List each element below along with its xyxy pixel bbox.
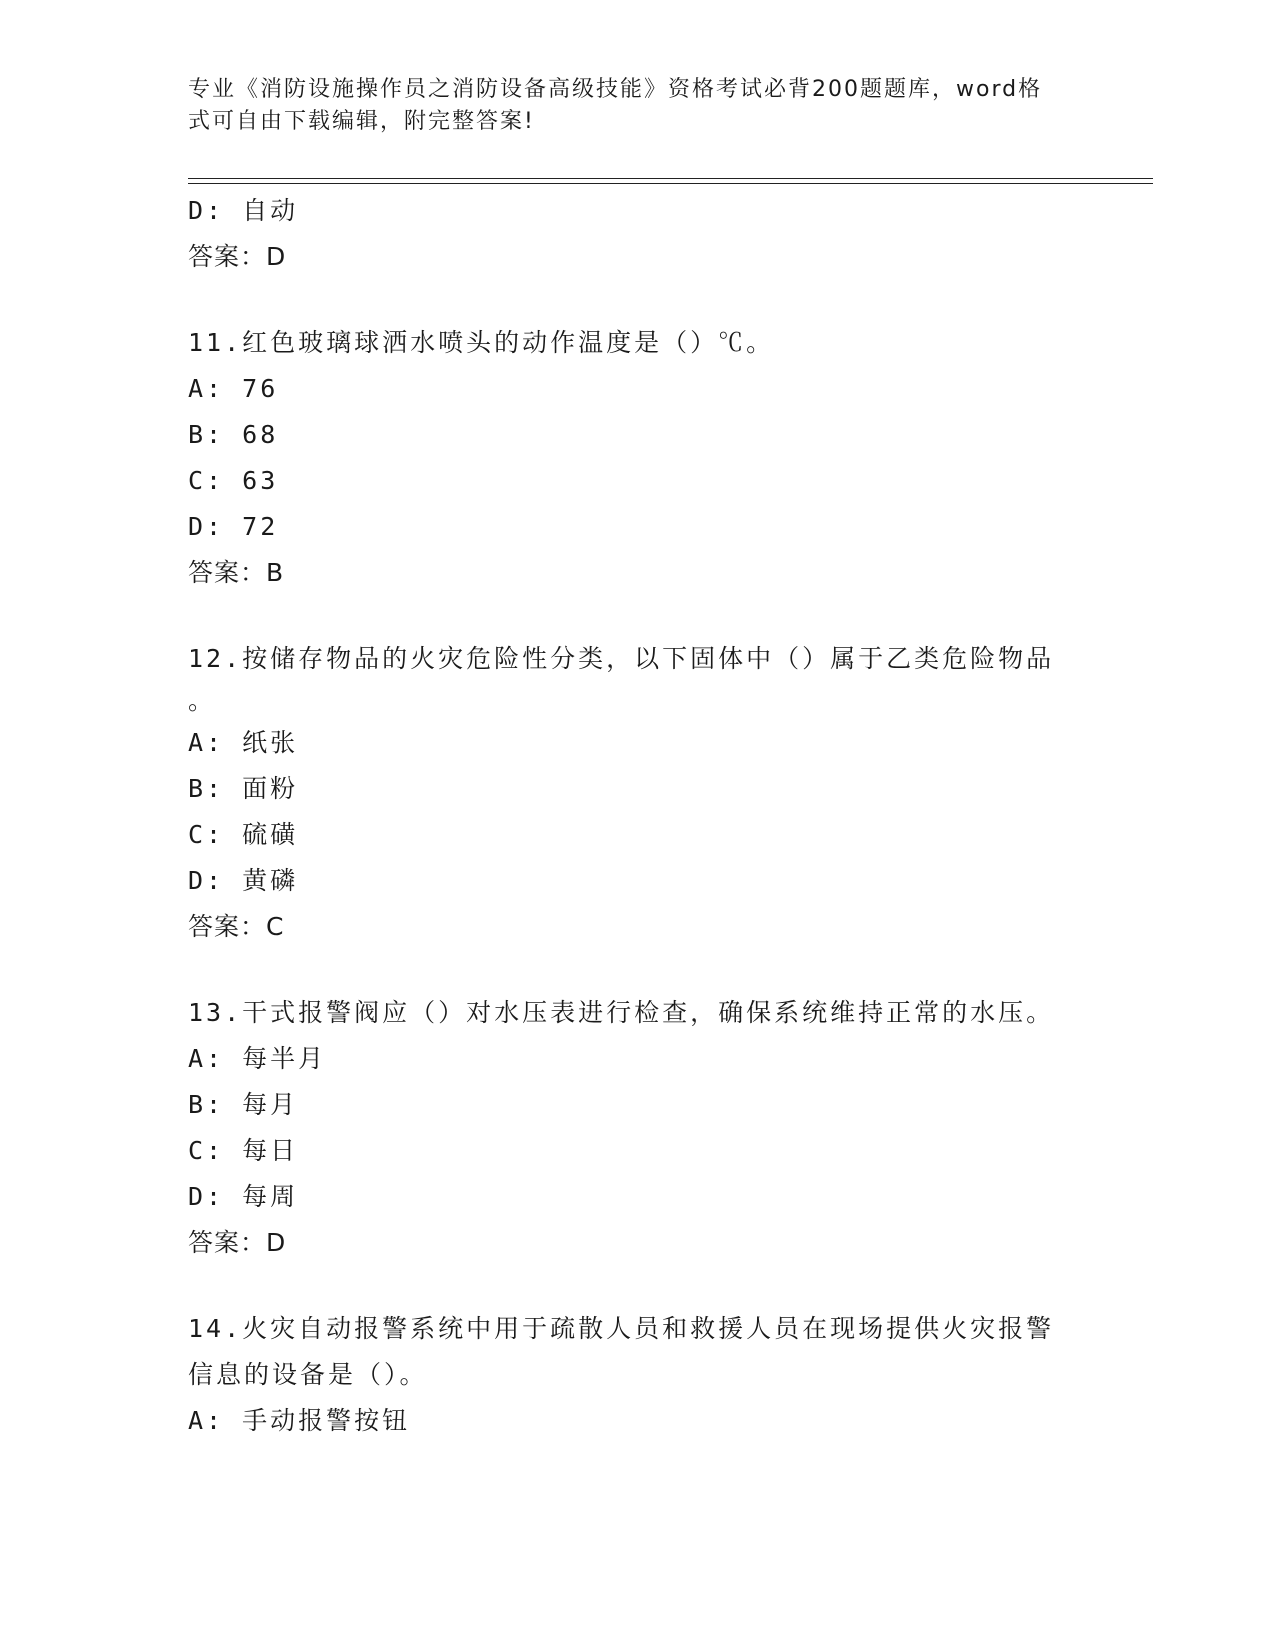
spacer bbox=[188, 280, 1088, 314]
header-divider-bottom bbox=[188, 183, 1153, 184]
option-d: D: 黄磷 bbox=[188, 866, 299, 895]
question-13 bbox=[188, 990, 1088, 1266]
option-c: C: 63 bbox=[188, 466, 279, 495]
option-d: D: 每周 bbox=[188, 1182, 299, 1211]
question-title: 11.红色玻璃球洒水喷头的动作温度是（）℃。 bbox=[188, 328, 775, 357]
question-title-line-1: 14.火灾自动报警系统中用于疏散人员和救援人员在现场提供火灾报警 bbox=[188, 1314, 1055, 1343]
option-a: A: 76 bbox=[188, 374, 279, 403]
document-header bbox=[188, 74, 1068, 138]
question-title-line-1: 12.按储存物品的火灾危险性分类，以下固体中（）属于乙类危险物品 bbox=[188, 644, 1055, 673]
question-14 bbox=[188, 1306, 1088, 1444]
option-a: A: 纸张 bbox=[188, 728, 299, 757]
spacer bbox=[188, 1266, 1088, 1306]
question-12 bbox=[188, 636, 1088, 950]
option-c: C: 硫磺 bbox=[188, 820, 299, 849]
option-b: B: 68 bbox=[188, 420, 279, 449]
option-b: B: 每月 bbox=[188, 1090, 299, 1119]
spacer bbox=[188, 596, 1088, 636]
header-divider-top bbox=[188, 178, 1153, 179]
option-a: A: 每半月 bbox=[188, 1044, 327, 1073]
answer-line: 答案：D bbox=[188, 242, 287, 271]
answer-line: 答案：C bbox=[188, 912, 285, 941]
question-list bbox=[188, 190, 1088, 1444]
question-title: 13.干式报警阀应（）对水压表进行检查，确保系统维持正常的水压。 bbox=[188, 998, 1055, 1027]
option-b: B: 面粉 bbox=[188, 774, 299, 803]
option-a: A: 手动报警按钮 bbox=[188, 1406, 411, 1435]
question-title-line-2: 信息的设备是（）。 bbox=[188, 1360, 428, 1389]
question-title-line-2: 。 bbox=[188, 686, 217, 715]
header-line-1: 专业《消防设施操作员之消防设备高级技能》资格考试必背200题题库，word格 bbox=[188, 77, 1043, 102]
answer-line: 答案：B bbox=[188, 558, 285, 587]
question-11 bbox=[188, 320, 1088, 596]
spacer bbox=[188, 950, 1088, 990]
header-line-2: 式可自由下载编辑，附完整答案! bbox=[188, 109, 535, 134]
option-d: D: 自动 bbox=[188, 196, 299, 225]
option-c: C: 每日 bbox=[188, 1136, 299, 1165]
option-d: D: 72 bbox=[188, 512, 279, 541]
answer-line: 答案：D bbox=[188, 1228, 287, 1257]
